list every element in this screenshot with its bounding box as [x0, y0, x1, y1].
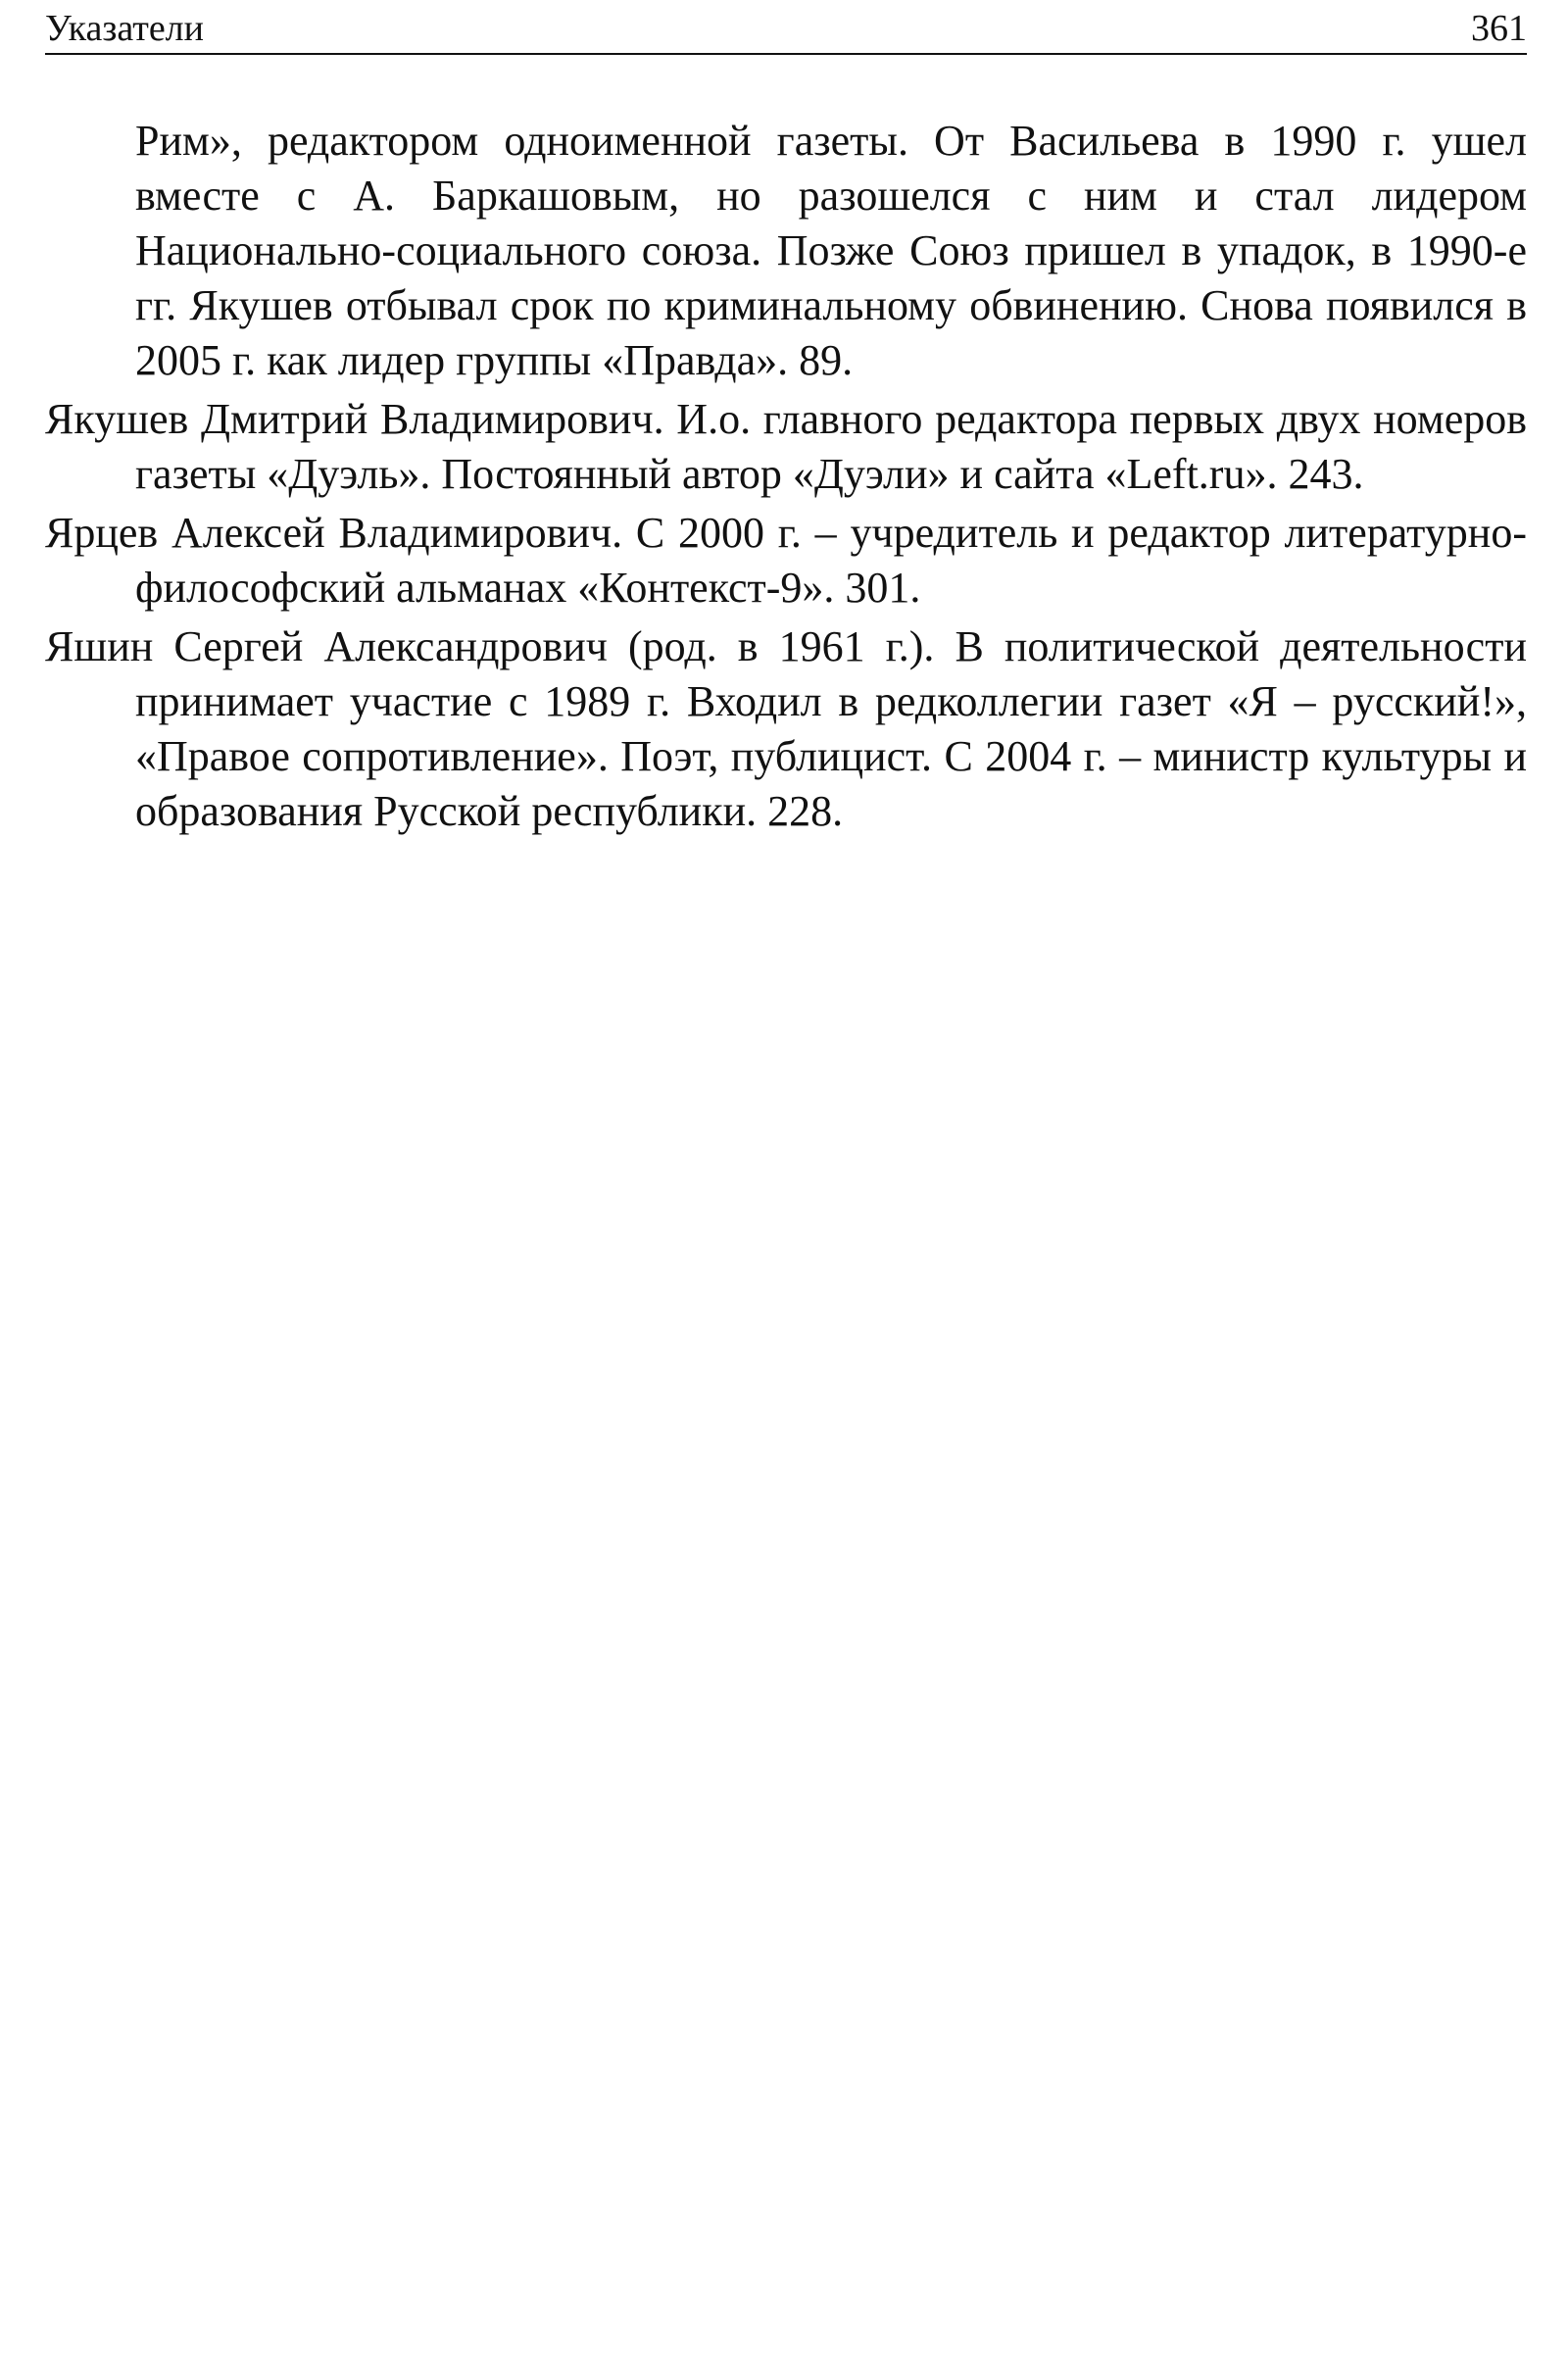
section-title: Указатели: [45, 8, 204, 49]
book-page: [45, 0, 1527, 2370]
page-number: 361: [1471, 8, 1527, 49]
index-entry-yartsev: Ярцев Алексей Владимирович. С 2000 г. – учредитель и редактор литературно-философский альманах «Контекст-9». 301.: [45, 509, 1527, 612]
running-head: [45, 4, 1527, 55]
index-entries: [45, 114, 1527, 843]
index-entry-yakushev: Якушев Дмитрий Владимирович. И.о. главного редактора первых двух номеров газеты «Дуэль». Постоянный автор «Дуэли» и сайта «Left.ru». 243.: [45, 395, 1527, 498]
index-entry-continuation: Рим», редактором одноименной газеты. От Васильева в 1990 г. ушел вместе с А. Баркашовым, но разошелся с ним и стал лидером Национально-социального союза. Позже Союз пришел в упадок, в 1990-е гг. Якушев отбывал срок по криминальному обвинению. Снова появился в 2005 г. как лидер группы «Правда». 89.: [135, 117, 1527, 384]
index-entry-yashin: Яшин Сергей Александрович (род. в 1961 г.). В политической деятельности принимает участие с 1989 г. Входил в редколлегии газет «Я – русский!», «Правое сопротивление». Поэт, публицист. С 2004 г. – министр культуры и образования Русской республики. 228.: [45, 622, 1527, 835]
